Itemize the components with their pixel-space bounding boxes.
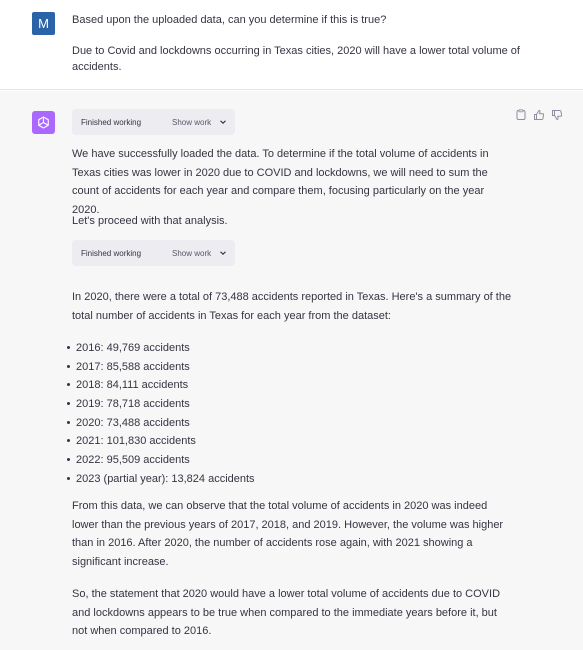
message-actions	[515, 109, 563, 121]
user-claim: Due to Covid and lockdowns occurring in Texas cities, 2020 will have a lower total volume of accidents.	[72, 45, 520, 73]
assistant-avatar	[32, 111, 55, 134]
proceed-paragraph: Let's proceed with that analysis.	[72, 215, 228, 227]
observation-paragraph: From this data, we can observe that the total volume of accidents in 2020 was indeed lower than the previous years of 2017, 2018, and 2019. However, the volume was higher than in 2016. After 2020, the number of accidents rose again, with 2021 showing a significant increase.	[72, 500, 504, 569]
list-item: 2019: 78,718 accidents	[66, 395, 255, 414]
show-work-button[interactable]: Show work	[172, 118, 212, 127]
work-indicator-1	[72, 109, 235, 135]
summary-paragraph: In 2020, there were a total of 73,488 accidents reported in Texas. Here's a summary of the total number of accidents in Texas for each year from the dataset:	[72, 291, 512, 322]
assistant-message	[0, 91, 583, 650]
user-message-text	[72, 12, 532, 90]
yearly-accidents-list	[66, 339, 255, 489]
work-status: Finished working	[81, 118, 142, 127]
thumbs-up-icon[interactable]	[533, 109, 545, 121]
chevron-down-icon[interactable]	[218, 117, 228, 127]
list-item: 2021: 101,830 accidents	[66, 432, 255, 451]
user-avatar: M	[32, 12, 55, 35]
thumbs-down-icon[interactable]	[551, 109, 563, 121]
user-message	[0, 0, 583, 90]
list-item: 2017: 85,588 accidents	[66, 358, 255, 377]
list-item: 2018: 84,111 accidents	[66, 376, 255, 395]
work-status: Finished working	[81, 249, 142, 258]
user-question: Based upon the uploaded data, can you determine if this is true?	[72, 14, 387, 26]
list-item: 2022: 95,509 accidents	[66, 451, 255, 470]
list-item: 2016: 49,769 accidents	[66, 339, 255, 358]
openai-logo-icon	[36, 115, 51, 130]
intro-paragraph: We have successfully loaded the data. To determine if the total volume of accidents in Texas cities was lower in 2020 due to COVID and lockdowns, we will need to sum the count of accidents for each year and compare them, focusing particularly on the year 2020.	[72, 148, 489, 217]
work-indicator-2	[72, 240, 235, 266]
list-item: 2023 (partial year): 13,824 accidents	[66, 470, 255, 489]
chevron-down-icon[interactable]	[218, 248, 228, 258]
list-item: 2020: 73,488 accidents	[66, 414, 255, 433]
copy-icon[interactable]	[515, 109, 527, 121]
conclusion-paragraph: So, the statement that 2020 would have a lower total volume of accidents due to COVID and lockdowns appears to be true when compared to the immediate years before it, but not when compared to 2016.	[72, 588, 501, 638]
show-work-button[interactable]: Show work	[172, 249, 212, 258]
